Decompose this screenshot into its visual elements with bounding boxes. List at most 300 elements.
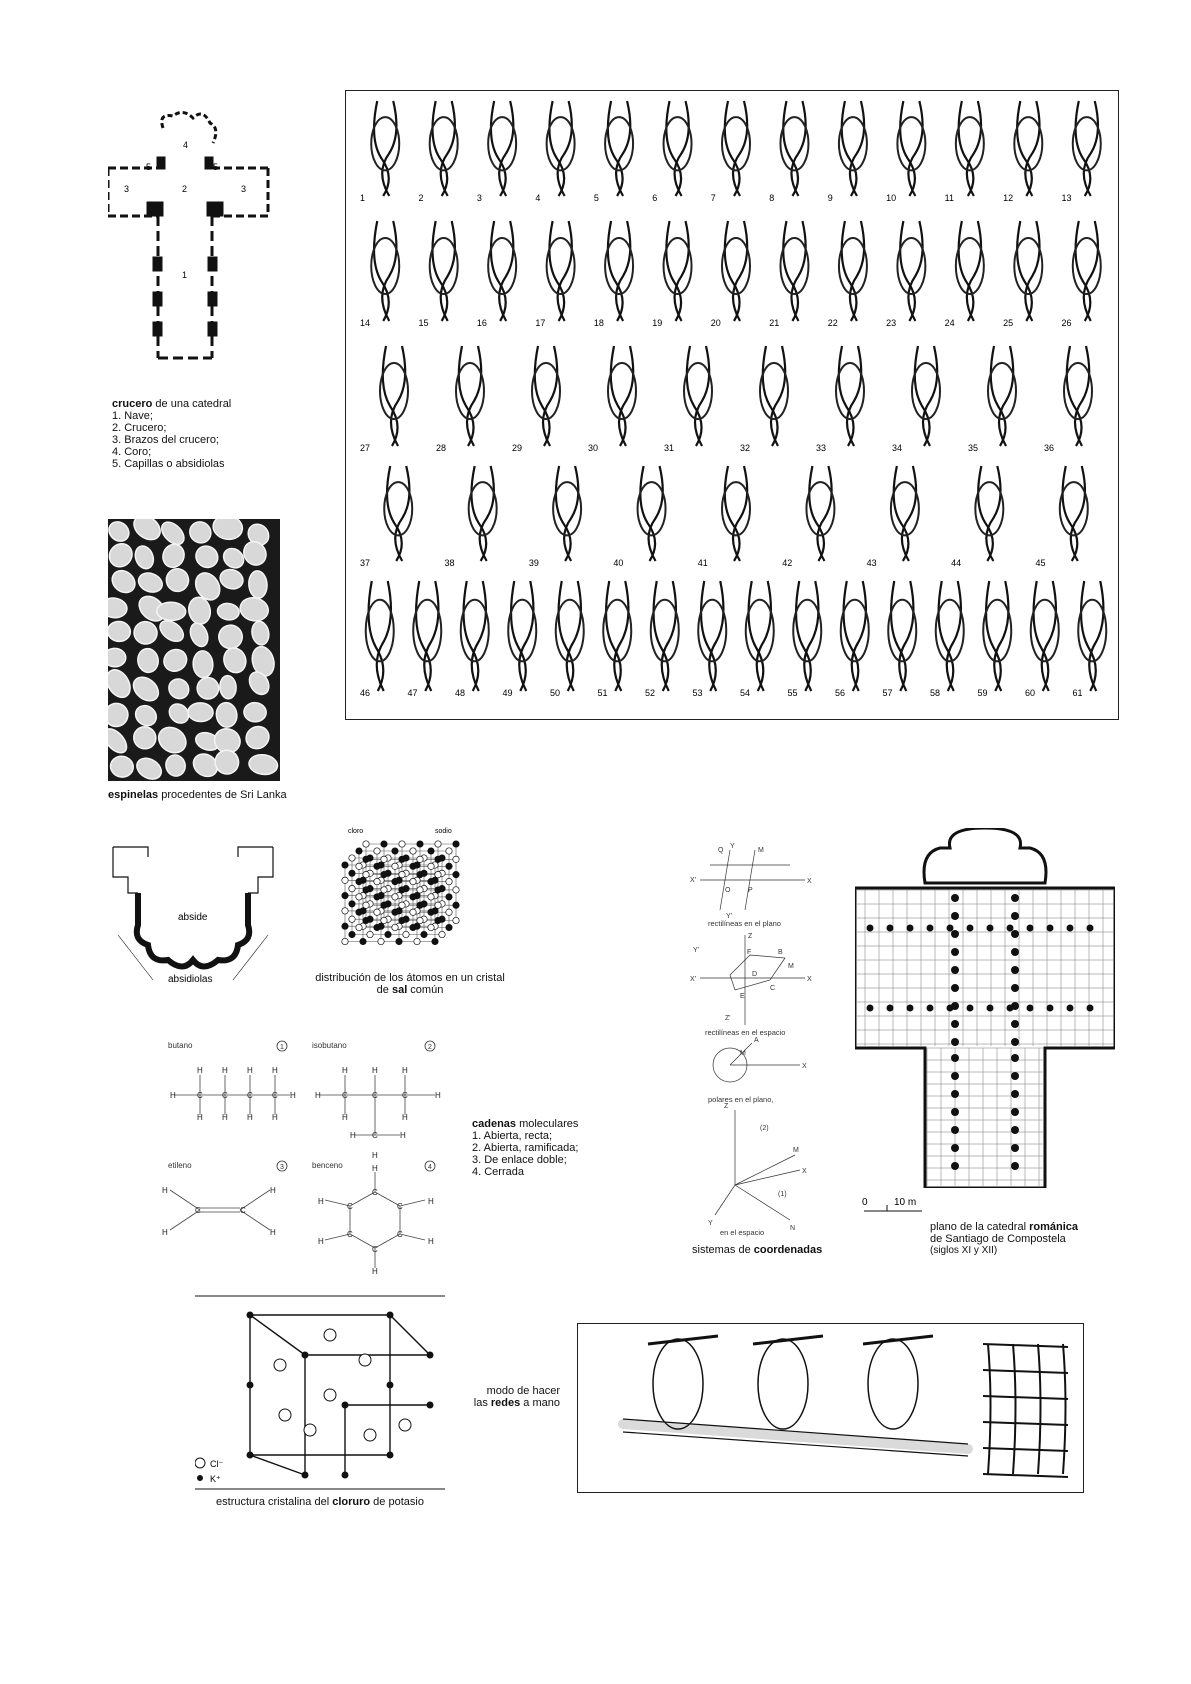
spinel-crystal bbox=[133, 754, 165, 781]
chlorine-atom bbox=[342, 877, 348, 883]
chlorine-atom bbox=[428, 863, 434, 869]
sodium-atom bbox=[410, 894, 416, 900]
knot-number: 24 bbox=[944, 318, 955, 328]
sodium-atom bbox=[342, 892, 348, 898]
hydrogen-atom: H bbox=[272, 1066, 278, 1075]
pier bbox=[947, 925, 954, 932]
redes-caption: modo de hacer las redes a mano bbox=[473, 1385, 560, 1409]
pier bbox=[1007, 1005, 1014, 1012]
sodium-atom bbox=[435, 917, 441, 923]
knot-drawing bbox=[651, 581, 679, 691]
cadenas-item: 4. Cerrada bbox=[472, 1166, 524, 1178]
knot-number: 40 bbox=[613, 558, 624, 568]
chlorine-atom bbox=[453, 917, 459, 923]
chlorine-atom bbox=[342, 938, 348, 944]
legend-k: K⁺ bbox=[210, 1474, 221, 1484]
pier bbox=[1011, 1090, 1019, 1098]
knot-drawing bbox=[608, 346, 636, 446]
knot-drawing bbox=[547, 221, 575, 321]
chlorine-atom bbox=[363, 871, 369, 877]
knot-drawing bbox=[508, 581, 536, 691]
crucero-item: 5. Capillas o absidiolas bbox=[112, 458, 225, 470]
sodium-atom bbox=[410, 863, 416, 869]
romanica-caption: plano de la catedral románica de Santiago de Compostela (siglos XI y XII) bbox=[930, 1221, 1078, 1256]
chlorine-atom bbox=[410, 909, 416, 915]
knot-number: 29 bbox=[512, 443, 523, 453]
net-drawing bbox=[623, 1336, 1068, 1477]
svg-text:Z: Z bbox=[748, 933, 753, 940]
sodium-atom bbox=[392, 878, 398, 884]
hydrogen-atom: H bbox=[290, 1091, 296, 1100]
pier bbox=[951, 894, 959, 902]
hydrogen-atom: H bbox=[272, 1113, 278, 1122]
pier bbox=[1011, 948, 1019, 956]
knot-drawing bbox=[988, 346, 1016, 446]
chlorine-atom bbox=[356, 924, 362, 930]
molecular-chains-figure bbox=[160, 1040, 450, 1280]
knot-number: 2 bbox=[418, 193, 424, 203]
carbon-atom: C bbox=[195, 1206, 201, 1215]
chloride-ion bbox=[364, 1429, 376, 1441]
pier bbox=[1011, 966, 1019, 974]
svg-text:1: 1 bbox=[280, 1044, 284, 1051]
chlorine-atom bbox=[414, 938, 420, 944]
coord-label-polares: polares en el plano, bbox=[708, 1095, 774, 1104]
hydrogen-atom: H bbox=[318, 1237, 324, 1246]
knot-drawing bbox=[722, 101, 750, 196]
crucero-item: 3. Brazos del crucero; bbox=[112, 434, 219, 446]
spinel-crystal bbox=[132, 543, 156, 571]
knot-drawing bbox=[384, 466, 412, 561]
svg-text:A: A bbox=[754, 1037, 759, 1044]
spinel-crystal bbox=[195, 675, 221, 701]
chlorine-atom bbox=[381, 917, 387, 923]
knot-drawing bbox=[1073, 221, 1101, 321]
pier bbox=[951, 1090, 959, 1098]
knot-drawing bbox=[897, 101, 925, 196]
pier bbox=[1011, 894, 1019, 902]
carbon-atom: C bbox=[247, 1091, 253, 1100]
spinel-crystal bbox=[160, 541, 188, 570]
spinel-crystal bbox=[221, 645, 250, 676]
spinel-crystal bbox=[219, 675, 237, 699]
knot-drawing bbox=[888, 581, 916, 691]
potassium-chloride-structure bbox=[195, 1295, 445, 1490]
knot-drawing bbox=[380, 346, 408, 446]
knot-drawing bbox=[1064, 346, 1092, 446]
sodium-atom bbox=[356, 909, 362, 915]
pier bbox=[1027, 1005, 1034, 1012]
carbon-atom: C bbox=[342, 1091, 348, 1100]
chlorine-atom bbox=[367, 931, 373, 937]
knot-drawing bbox=[722, 466, 750, 561]
pier bbox=[867, 1005, 874, 1012]
redes-panel bbox=[577, 1323, 1084, 1493]
spinel-crystal bbox=[109, 754, 136, 779]
pier bbox=[967, 925, 974, 932]
cadenas-item: 3. De enlace doble; bbox=[472, 1154, 567, 1166]
spinel-crystal bbox=[156, 602, 186, 621]
knot-number: 32 bbox=[740, 443, 751, 453]
svg-text:D: D bbox=[752, 971, 758, 978]
pier bbox=[951, 966, 959, 974]
sodium-atom bbox=[392, 848, 398, 854]
knot-number: 44 bbox=[951, 558, 962, 568]
knot-number: 54 bbox=[740, 688, 751, 698]
knot-number: 61 bbox=[1072, 688, 1083, 698]
knot-drawing bbox=[1014, 221, 1042, 321]
carbon-atom: C bbox=[402, 1091, 408, 1100]
sodium-atom bbox=[381, 841, 387, 847]
potassium-ion bbox=[342, 1472, 349, 1479]
sodium-atom bbox=[381, 902, 387, 908]
pier bbox=[1027, 925, 1034, 932]
knot-drawing bbox=[371, 221, 399, 321]
pier bbox=[951, 1108, 959, 1116]
knot-number: 1 bbox=[360, 193, 366, 203]
sodium-atom bbox=[349, 901, 355, 907]
sodium-atom bbox=[453, 871, 459, 877]
carbon-atom: C bbox=[347, 1202, 353, 1211]
svg-text:X: X bbox=[807, 878, 812, 885]
potassium-ion bbox=[342, 1402, 349, 1409]
chloride-ion bbox=[304, 1424, 316, 1436]
spinel-crystal bbox=[188, 702, 214, 722]
hydrogen-atom: H bbox=[402, 1113, 408, 1122]
chloride-ion bbox=[399, 1419, 411, 1431]
spinel-crystal bbox=[108, 566, 139, 597]
coordinate-systems-figure bbox=[690, 840, 820, 1240]
espinelas-caption: espinelas procedentes de Sri Lanka bbox=[108, 789, 287, 801]
cadenas-item: 2. Abierta, ramificada; bbox=[472, 1142, 579, 1154]
knot-drawing bbox=[605, 221, 633, 321]
chlorine-atom bbox=[435, 871, 441, 877]
spinel-crystal bbox=[164, 567, 191, 594]
knot-number: 4 bbox=[535, 193, 541, 203]
sodium-atom bbox=[417, 841, 423, 847]
plan-label-1: 1 bbox=[182, 270, 188, 280]
knot-drawing bbox=[556, 581, 584, 691]
knot-number: 28 bbox=[436, 443, 447, 453]
spinel-crystal bbox=[217, 602, 241, 621]
knot-drawing bbox=[547, 101, 575, 196]
chlorine-atom bbox=[446, 909, 452, 915]
chlorine-atom bbox=[378, 938, 384, 944]
knot-drawing bbox=[603, 581, 631, 691]
lattice bbox=[342, 841, 459, 945]
spinel-crystal bbox=[136, 570, 165, 596]
svg-text:X: X bbox=[802, 1063, 807, 1070]
spinel-crystal bbox=[132, 702, 161, 730]
kcl-lattice bbox=[247, 1312, 434, 1479]
spinel-crystal bbox=[248, 570, 268, 599]
knot-number: 52 bbox=[645, 688, 656, 698]
sodium-atom bbox=[342, 923, 348, 929]
hydrogen-atom: H bbox=[270, 1186, 276, 1195]
pier bbox=[907, 925, 914, 932]
svg-text:(1): (1) bbox=[778, 1191, 787, 1198]
spinel-crystal bbox=[243, 702, 266, 722]
chlorine-atom bbox=[428, 924, 434, 930]
potassium-ion bbox=[387, 1382, 394, 1389]
pier bbox=[951, 930, 959, 938]
sodium-atom bbox=[349, 870, 355, 876]
knot-drawing bbox=[956, 101, 984, 196]
svg-text:Z': Z' bbox=[725, 1015, 731, 1022]
sodium-atom bbox=[446, 894, 452, 900]
spinel-crystal bbox=[238, 595, 271, 624]
sodium-atom bbox=[356, 848, 362, 854]
spinel-crystal bbox=[250, 620, 271, 646]
hydrogen-atom: H bbox=[247, 1113, 253, 1122]
hydrogen-atom: H bbox=[197, 1066, 203, 1075]
pier bbox=[1011, 912, 1019, 920]
pier bbox=[1067, 925, 1074, 932]
chlorine-atom bbox=[399, 841, 405, 847]
carbon-atom: C bbox=[372, 1091, 378, 1100]
santiago-cathedral-plan bbox=[855, 828, 1115, 1188]
spinel-crystal bbox=[108, 519, 133, 545]
svg-text:(2): (2) bbox=[760, 1125, 769, 1132]
pier bbox=[1011, 1144, 1019, 1152]
chloride-ion bbox=[324, 1389, 336, 1401]
knot-number: 42 bbox=[782, 558, 793, 568]
knot-number: 43 bbox=[866, 558, 877, 568]
spinel-crystal bbox=[108, 620, 131, 642]
spinel-crystal bbox=[185, 519, 215, 547]
knot-drawing bbox=[780, 221, 808, 321]
knot-drawing bbox=[936, 581, 964, 691]
knot-number: 19 bbox=[652, 318, 663, 328]
hydrogen-atom: H bbox=[435, 1091, 441, 1100]
knot-drawing bbox=[841, 581, 869, 691]
pier bbox=[951, 948, 959, 956]
potassium-ion bbox=[247, 1312, 254, 1319]
knot-number: 47 bbox=[407, 688, 418, 698]
potassium-ion bbox=[247, 1382, 254, 1389]
knot-number: 39 bbox=[528, 558, 539, 568]
knot-number: 20 bbox=[710, 318, 721, 328]
knot-number: 9 bbox=[827, 193, 833, 203]
svg-text:0: 0 bbox=[862, 1197, 868, 1208]
svg-text:X: X bbox=[802, 1168, 807, 1175]
svg-text:N: N bbox=[790, 1225, 796, 1232]
butano-label: butano bbox=[168, 1041, 193, 1050]
cloro-label: cloro bbox=[348, 828, 364, 835]
knot-drawing bbox=[1014, 101, 1042, 196]
knot-drawing bbox=[532, 346, 560, 446]
chlorine-atom bbox=[381, 856, 387, 862]
chlorine-atom bbox=[417, 917, 423, 923]
knot-number: 59 bbox=[977, 688, 988, 698]
pier bbox=[927, 925, 934, 932]
svg-text:C: C bbox=[770, 985, 776, 992]
knot-drawing bbox=[456, 346, 484, 446]
pier bbox=[1011, 1038, 1019, 1046]
sodium-atom bbox=[435, 856, 441, 862]
knot-number: 57 bbox=[882, 688, 893, 698]
abside-label: abside bbox=[178, 912, 208, 923]
knot-number: 27 bbox=[360, 443, 371, 453]
sodium-atom bbox=[374, 863, 380, 869]
chlorine-atom bbox=[374, 848, 380, 854]
pier bbox=[1087, 925, 1094, 932]
knot-number: 48 bbox=[455, 688, 466, 698]
chlorine-atom bbox=[435, 841, 441, 847]
pier bbox=[951, 912, 959, 920]
pier bbox=[951, 1020, 959, 1028]
spinel-crystal bbox=[108, 596, 128, 619]
svg-text:O: O bbox=[725, 887, 731, 894]
knot-drawing bbox=[469, 466, 497, 561]
knot-number: 16 bbox=[476, 318, 487, 328]
svg-text:Q: Q bbox=[718, 847, 724, 854]
knot-drawing bbox=[975, 466, 1003, 561]
spinel-crystal bbox=[248, 753, 279, 776]
pier bbox=[1047, 1005, 1054, 1012]
svg-text:3: 3 bbox=[280, 1164, 284, 1171]
sodium-atom bbox=[349, 931, 355, 937]
spinel-crystals-image bbox=[108, 519, 280, 781]
svg-text:B: B bbox=[778, 949, 783, 956]
knots-illustration bbox=[346, 91, 1118, 719]
spinel-crystal bbox=[242, 722, 273, 753]
knot-number: 11 bbox=[944, 193, 954, 203]
knots-panel bbox=[345, 90, 1119, 720]
chlorine-atom bbox=[392, 924, 398, 930]
sodium-atom bbox=[374, 894, 380, 900]
knot-drawing bbox=[760, 346, 788, 446]
chlorine-atom bbox=[428, 894, 434, 900]
potassium-ion bbox=[387, 1452, 394, 1459]
spinel-crystal bbox=[160, 645, 191, 675]
carbon-atom: C bbox=[272, 1091, 278, 1100]
pier bbox=[987, 1005, 994, 1012]
pier bbox=[951, 1126, 959, 1134]
knot-drawing bbox=[780, 101, 808, 196]
potassium-ion bbox=[387, 1312, 394, 1319]
hydrogen-atom: H bbox=[342, 1113, 348, 1122]
carbon-atom: C bbox=[372, 1131, 378, 1140]
pier bbox=[951, 1162, 959, 1170]
knot-number: 31 bbox=[664, 443, 675, 453]
pier bbox=[951, 1038, 959, 1046]
sodium-atom bbox=[360, 938, 366, 944]
hydrogen-atom: H bbox=[372, 1164, 378, 1173]
knot-number: 10 bbox=[886, 193, 897, 203]
hydrogen-atom: H bbox=[342, 1066, 348, 1075]
sodium-atom bbox=[356, 878, 362, 884]
knot-drawing bbox=[430, 101, 458, 196]
sodium-atom bbox=[435, 887, 441, 893]
knot-number: 33 bbox=[816, 443, 827, 453]
pier bbox=[1047, 925, 1054, 932]
knot-drawing bbox=[638, 466, 666, 561]
pier bbox=[1011, 1054, 1019, 1062]
knot-drawing bbox=[553, 466, 581, 561]
knot-drawing bbox=[605, 101, 633, 196]
sodium-atom bbox=[453, 902, 459, 908]
sodium-atom bbox=[363, 856, 369, 862]
chloride-ion bbox=[274, 1359, 286, 1371]
pier bbox=[1011, 1108, 1019, 1116]
pier bbox=[1011, 984, 1019, 992]
chlorine-atom bbox=[417, 887, 423, 893]
knot-number: 36 bbox=[1044, 443, 1055, 453]
potassium-ion bbox=[427, 1352, 434, 1359]
spinel-crystal bbox=[192, 542, 222, 572]
coordenadas-caption: sistemas de coordenadas bbox=[692, 1244, 823, 1256]
pier bbox=[1067, 1005, 1074, 1012]
knot-number: 21 bbox=[769, 318, 780, 328]
crucero-caption bbox=[112, 398, 231, 470]
plan-label-3b: 3 bbox=[241, 184, 247, 194]
svg-text:2: 2 bbox=[428, 1044, 432, 1051]
svg-text:E: E bbox=[740, 993, 745, 1000]
knot-number: 49 bbox=[502, 688, 513, 698]
svg-text:P: P bbox=[748, 887, 753, 894]
crucero-item: 2. Crucero; bbox=[112, 422, 167, 434]
pier bbox=[1007, 925, 1014, 932]
etileno-label: etileno bbox=[168, 1161, 192, 1170]
chlorine-atom bbox=[446, 848, 452, 854]
spinel-crystal bbox=[129, 722, 160, 753]
hydrogen-atom: H bbox=[315, 1091, 321, 1100]
chloride-ion bbox=[324, 1329, 336, 1341]
knot-drawing bbox=[983, 581, 1011, 691]
pier bbox=[927, 1005, 934, 1012]
knot-drawing bbox=[722, 221, 750, 321]
hydrogen-atom: H bbox=[318, 1197, 324, 1206]
sodium-atom bbox=[421, 931, 427, 937]
knot-drawing bbox=[836, 346, 864, 446]
spinel-crystal bbox=[129, 672, 163, 705]
knot-number: 14 bbox=[360, 318, 371, 328]
spinel-crystal bbox=[108, 666, 135, 702]
knot-number: 17 bbox=[535, 318, 546, 328]
knot-drawing bbox=[1060, 466, 1088, 561]
chlorine-atom bbox=[453, 856, 459, 862]
sodium-atom bbox=[432, 938, 438, 944]
carbon-atom: C bbox=[197, 1091, 203, 1100]
chlorine-atom bbox=[435, 902, 441, 908]
carbon-atom: C bbox=[347, 1230, 353, 1239]
spinel-crystal bbox=[215, 701, 239, 728]
knot-number: 41 bbox=[697, 558, 708, 568]
pier bbox=[951, 1054, 959, 1062]
knot-number: 15 bbox=[418, 318, 429, 328]
knot-drawing bbox=[461, 581, 489, 691]
potassium-ion bbox=[427, 1402, 434, 1409]
chlorine-atom bbox=[410, 878, 416, 884]
plan-label-5a: 5 bbox=[146, 162, 152, 172]
chlorine-atom bbox=[453, 887, 459, 893]
crucero-item: 1. Nave; bbox=[112, 410, 153, 422]
spinel-crystal bbox=[129, 519, 164, 545]
spinel-crystal bbox=[154, 722, 191, 758]
hydrogen-atom: H bbox=[270, 1228, 276, 1237]
espinelas-photo bbox=[108, 519, 280, 781]
svg-text:Y: Y bbox=[708, 1220, 713, 1227]
knot-drawing bbox=[1031, 581, 1059, 691]
salt-crystal-figure bbox=[330, 825, 480, 955]
pier bbox=[1011, 930, 1019, 938]
hydrogen-atom: H bbox=[372, 1151, 378, 1160]
sodium-atom bbox=[399, 917, 405, 923]
pier bbox=[1011, 1020, 1019, 1028]
knot-number: 26 bbox=[1061, 318, 1072, 328]
hydrogen-atom: H bbox=[372, 1267, 378, 1276]
